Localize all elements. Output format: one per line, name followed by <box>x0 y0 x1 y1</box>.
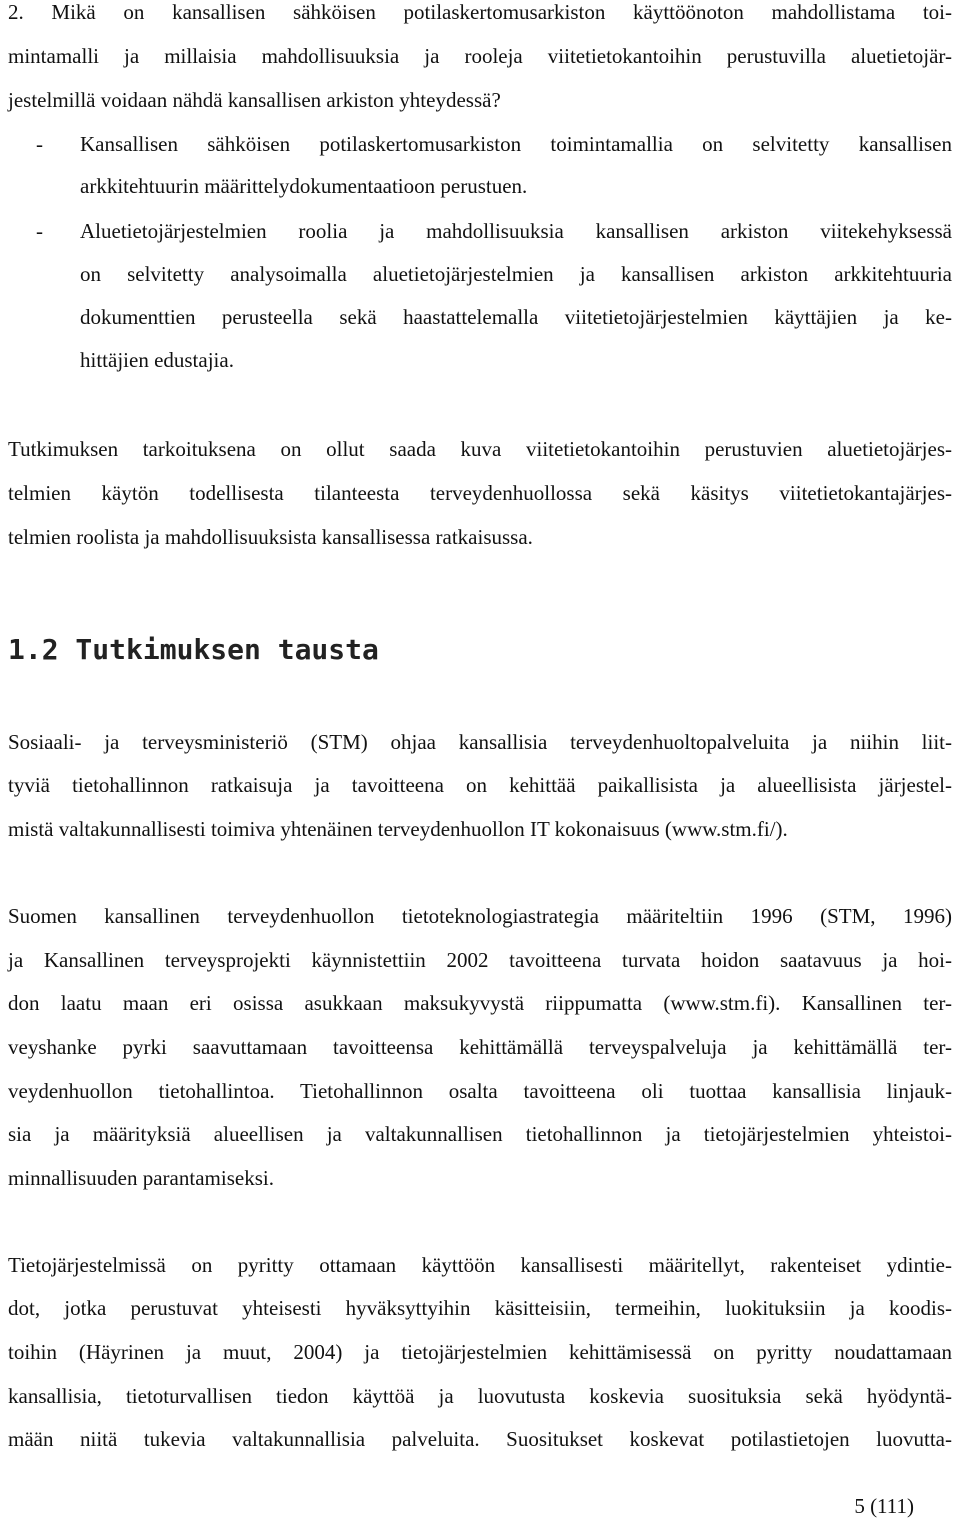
paragraph-line: Sosiaali- ja terveysministeriö (STM) ohjaa kansallisia terveydenhuoltopalveluita ja niihin liit- <box>8 730 952 754</box>
paragraph-line: Tietojärjestelmissä on pyritty ottamaan käyttöön kansallisesti määritellyt, rakenteiset ydintie- <box>8 1253 952 1277</box>
paragraph-line: sia ja määrityksiä alueellisen ja valtakunnallisen tietohallinnon ja tietojärjestelmien yhteistoi- <box>8 1122 952 1146</box>
paragraph-line: don laatu maan eri osissa asukkaan maksukyvystä riippumatta (www.stm.fi). Kansallinen ter- <box>8 991 952 1015</box>
bullet-line: dokumenttien perusteella sekä haastattelemalla viitetietojärjestelmien käyttäjien ja ke- <box>80 305 952 329</box>
paragraph-line: ja Kansallinen terveysprojekti käynnistettiin 2002 tavoitteena turvata hoidon saatavuus ja hoi- <box>8 948 952 972</box>
question-line: 2. Mikä on kansallisen sähköisen potilaskertomusarkiston käyttöönoton mahdollistama toi- <box>8 0 952 24</box>
bullet-line: Aluetietojärjestelmien roolia ja mahdollisuuksia kansallisen arkiston viitekehyksessä <box>80 219 952 243</box>
bullet-line: hittäjien edustajia. <box>80 348 234 372</box>
paragraph-line: Suomen kansallinen terveydenhuollon tietoteknologiastrategia määriteltiin 1996 (STM, 1996) <box>8 904 952 928</box>
paragraph-line: telmien roolista ja mahdollisuuksista kansallisessa ratkaisussa. <box>8 525 533 549</box>
paragraph-line: veyshanke pyrki saavuttamaan tavoitteensa kehittämällä terveyspalveluja ja kehittämällä ter- <box>8 1035 952 1059</box>
paragraph-line: mään niitä tukevia valtakunnallisia palveluita. Suositukset koskevat potilastietojen luovutta- <box>8 1427 952 1451</box>
paragraph-line: telmien käytön todellisesta tilanteesta terveydenhuollossa sekä käsitys viitetietokantajärjes- <box>8 481 952 505</box>
section-heading: 1.2 Tutkimuksen tausta <box>8 633 379 666</box>
paragraph-line: kansallisia, tietoturvallisen tiedon käyttöä ja luovutusta koskevia suosituksia sekä hyödyntä- <box>8 1384 952 1408</box>
question-line: jestelmillä voidaan nähdä kansallisen arkiston yhteydessä? <box>8 88 501 112</box>
question-line: mintamalli ja millaisia mahdollisuuksia ja rooleja viitetietokantoihin perustuvilla aluetietojär- <box>8 44 952 68</box>
bullet-line: arkkitehtuurin määrittelydokumentaatioon perustuen. <box>80 174 528 198</box>
paragraph-line: Tutkimuksen tarkoituksena on ollut saada kuva viitetietokantoihin perustuvien aluetietojärjes- <box>8 437 952 461</box>
paragraph-line: tyviä tietohallinnon ratkaisuja ja tavoitteena on kehittää paikallisista ja alueellisista järjestel- <box>8 773 952 797</box>
paragraph-line: dot, jotka perustuvat yhteisesti hyväksyttyihin käsitteisiin, termeihin, luokituksiin ja koodis- <box>8 1296 952 1320</box>
paragraph-line: veydenhuollon tietohallintoa. Tietohallinnon osalta tavoitteena oli tuottaa kansallisia linjauk- <box>8 1079 952 1103</box>
paragraph-line: toihin (Häyrinen ja muut, 2004) ja tietojärjestelmien kehittämisessä on pyritty noudattamaan <box>8 1340 952 1364</box>
bullet-dash: - <box>36 219 43 243</box>
page-number: 5 (111) <box>854 1494 914 1518</box>
bullet-line: Kansallisen sähköisen potilaskertomusarkiston toimintamallia on selvitetty kansallisen <box>80 132 952 156</box>
bullet-dash: - <box>36 132 43 156</box>
paragraph-line: mistä valtakunnallisesti toimiva yhtenäinen terveydenhuollon IT kokonaisuus (www.stm.fi/). <box>8 817 788 841</box>
bullet-line: on selvitetty analysoimalla aluetietojärjestelmien ja kansallisen arkiston arkkitehtuuria <box>80 262 952 286</box>
paragraph-line: minnallisuuden parantamiseksi. <box>8 1166 274 1190</box>
